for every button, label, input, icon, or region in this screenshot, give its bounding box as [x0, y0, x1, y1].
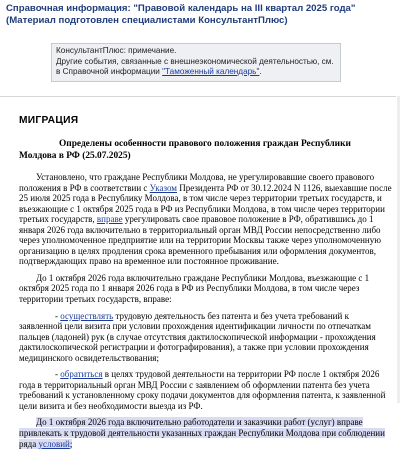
list-item-2: - обратиться в целях трудовой деятельности на территории РФ после 1 октября 2026 года в территориальный орган МВД России с заявлением об оформлении патента без учета требований к установленному сроку подачи документов для оформления патента, к заявленной цели визита и без необходимости выезда из РФ. — [19, 369, 386, 411]
carry-out-link[interactable]: осуществлять — [60, 310, 114, 321]
paragraph-1: Установлено, что граждане Республики Молдова, не урегулировавшие своего правового положения в РФ в соответствии с Указом Президента РФ от 30.12.2024 N 1126, выехавшие после 25 июля 2025 года в Республику Молдова, в том числе через территории третьих государств, и въезжающие с 1 октября 2025 года в РФ из Республики Молдова, в том числе через территории третьих государств, вправе урегулировать свое правовое положение в РФ, обратившись до 1 января 2026 года включительно в территориальный орган МВД России непосредственно либо через уполномоченное предприятие или на территории Москвы также через уполномоченную организацию в целях продления срока временного пребывания или оформления документов, подтверждающих право на временное или постоянное проживание. — [19, 172, 392, 267]
conditions-link[interactable]: условий — [38, 438, 70, 449]
consultant-note — [51, 43, 341, 82]
customs-calendar-link[interactable]: "Таможенный календарь" — [162, 67, 260, 76]
entitled-link[interactable]: вправе — [96, 214, 123, 225]
divider — [0, 96, 396, 97]
apply-link[interactable]: обратиться — [60, 369, 103, 380]
article-title: Определены особенности правового положения граждан Республики Молдова в РФ (25.07.2025) — [19, 139, 351, 161]
paragraph-3-highlighted: До 1 октября 2026 года включительно работодатели и заказчики работ (услуг) вправе привлекать к трудовой деятельности указанных граждан Республики Молдова при соблюдении ряда условий; — [19, 417, 385, 449]
note-body: Другие события, связанные с внешнеэкономической деятельностью, см. в Справочной информации "Таможенный календарь". — [56, 56, 334, 76]
note-text: Другие события, связанные с внешнеэкономической деятельностью, см. в Справочной информации — [56, 56, 334, 76]
article-body — [19, 172, 392, 455]
list-item-1: - осуществлять трудовую деятельность без патента и без учета требований к заявленной цели визита при условии прохождения идентификации личности по отпечаткам пальцев (ладоней) рук (в случае отсутствия дактилоскопической информации - прохождения дактилоскопической регистрации и фотографирования), а также при условии прохождения медицинского освидетельствования; — [19, 310, 376, 363]
note-title: КонсультантПлюс: примечание. — [56, 46, 177, 55]
decree-link[interactable]: Указом — [149, 182, 177, 193]
paragraph-2: До 1 октября 2026 года включительно граждане Республики Молдова, въезжающие с 1 октября 2025 года по 1 января 2026 года в РФ из Республики Молдова, в том числе через территории третьих государств, вправе: — [19, 272, 370, 305]
section-heading: МИГРАЦИЯ — [19, 115, 79, 126]
reference-header: Справочная информация: "Правовой календарь на III квартал 2025 года" (Материал подготовлен специалистами КонсультантПлюс) — [6, 3, 356, 26]
